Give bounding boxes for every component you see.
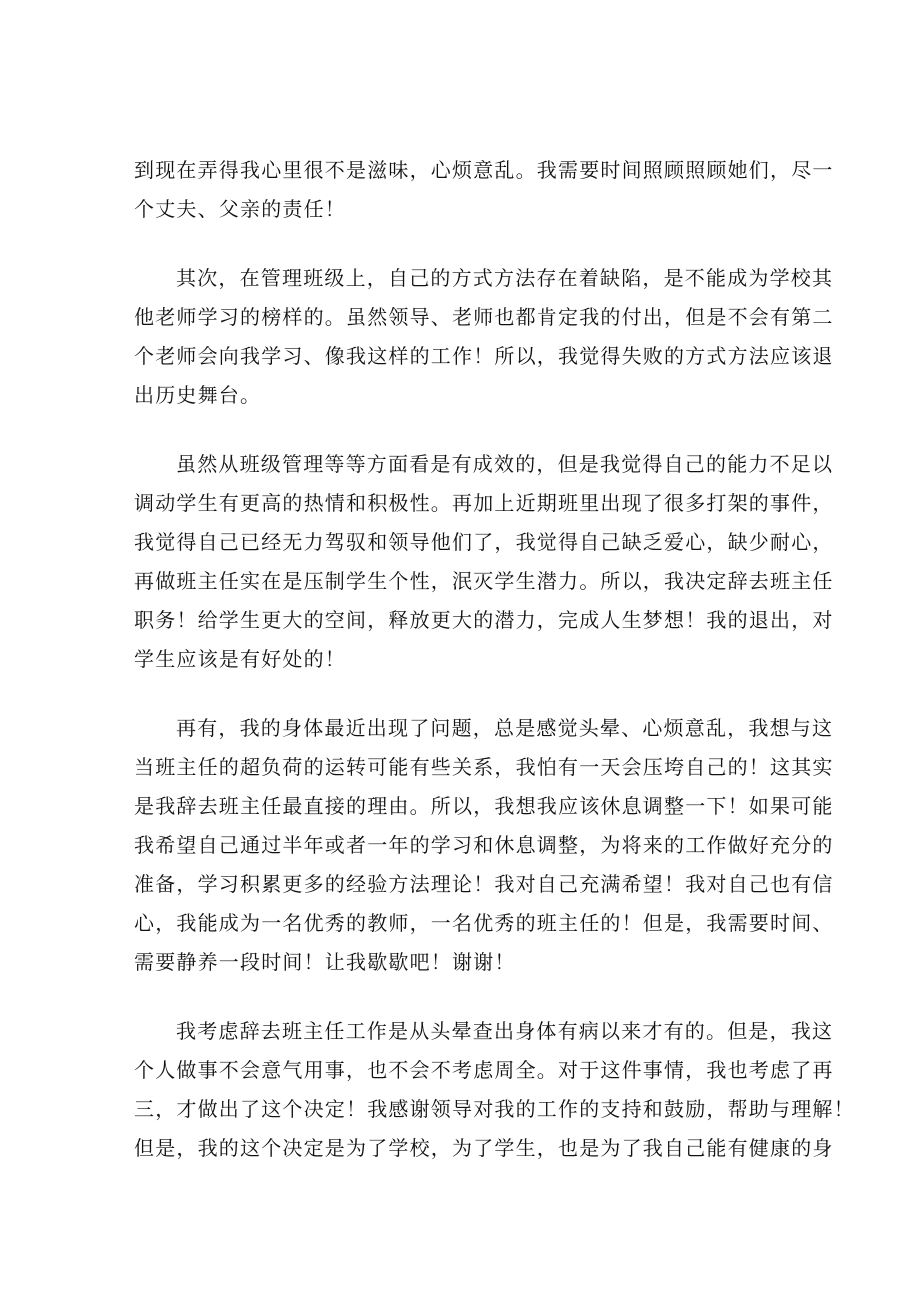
- text-line: 到现在弄得我心里很不是滋味，心烦意乱。我需要时间照顾照顾她们，尽一: [134, 158, 834, 182]
- text-line: 心，我能成为一名优秀的教师，一名优秀的班主任的！但是，我需要时间、: [134, 911, 834, 935]
- document-body: [134, 151, 855, 1168]
- text-line: 当班主任的超负荷的运转可能有些关系，我怕有一天会压垮自己的！这其实: [134, 755, 834, 779]
- text-line: 其次，在管理班级上，自己的方式方法存在着缺陷，是不能成为学校其: [176, 266, 834, 290]
- text-line: 准备，学习积累更多的经验方法理论！我对自己充满希望！我对自己也有信: [134, 872, 834, 896]
- paragraph-gap: [134, 982, 798, 1012]
- text-line: 我希望自己通过半年或者一年的学习和休息调整，为将来的工作做好充分的: [134, 833, 834, 857]
- text-line: 我考虑辞去班主任工作是从头晕查出身体有病以来才有的。但是，我这: [176, 1019, 834, 1043]
- text-line: 出历史舞台。: [134, 383, 262, 407]
- text-line: 是我辞去班主任最直接的理由。所以，我想我应该休息调整一下！如果可能: [134, 794, 834, 818]
- text-line: 我觉得自己已经无力驾驭和领导他们了，我觉得自己缺乏爱心，缺少耐心，: [134, 530, 834, 554]
- text-line: 虽然从班级管理等等方面看是有成效的，但是我觉得自己的能力不足以: [176, 452, 834, 476]
- text-line: 学生应该是有好处的！: [134, 647, 346, 671]
- text-line: 需要静养一段时间！让我歇歇吧！谢谢！: [134, 950, 516, 974]
- text-line: 再做班主任实在是压制学生个性，泯灭学生潜力。所以，我决定辞去班主任: [134, 569, 834, 593]
- text-line: 个丈夫、父亲的责任！: [134, 197, 346, 221]
- paragraph-gap: [134, 679, 798, 709]
- paragraph-3: [134, 445, 834, 679]
- text-line: 调动学生有更高的热情和积极性。再加上近期班里出现了很多打架的事件，: [134, 491, 834, 515]
- paragraph-4: [134, 709, 834, 982]
- text-line: 个老师会向我学习、像我这样的工作！所以，我觉得失败的方式方法应该退: [134, 344, 834, 368]
- text-line: 但是，我的这个决定是为了学校，为了学生，也是为了我自己能有健康的身: [134, 1136, 834, 1160]
- text-line: 三，才做出了这个决定！我感谢领导对我的工作的支持和鼓励，帮助与理解！: [134, 1097, 855, 1121]
- text-line: 再有，我的身体最近出现了问题，总是感觉头晕、心烦意乱，我想与这: [176, 716, 834, 740]
- paragraph-gap: [134, 415, 798, 445]
- text-line: 个人做事不会意气用事，也不会不考虑周全。对于这件事情，我也考虑了再: [134, 1058, 834, 1082]
- paragraph-1: [134, 151, 834, 229]
- text-line: 职务！给学生更大的空间，释放更大的潜力，完成人生梦想！我的退出，对: [134, 608, 834, 632]
- paragraph-2: [134, 259, 834, 415]
- paragraph-5: [134, 1012, 855, 1168]
- text-line: 他老师学习的榜样的。虽然领导、老师也都肯定我的付出，但是不会有第二: [134, 305, 834, 329]
- paragraph-gap: [134, 229, 798, 259]
